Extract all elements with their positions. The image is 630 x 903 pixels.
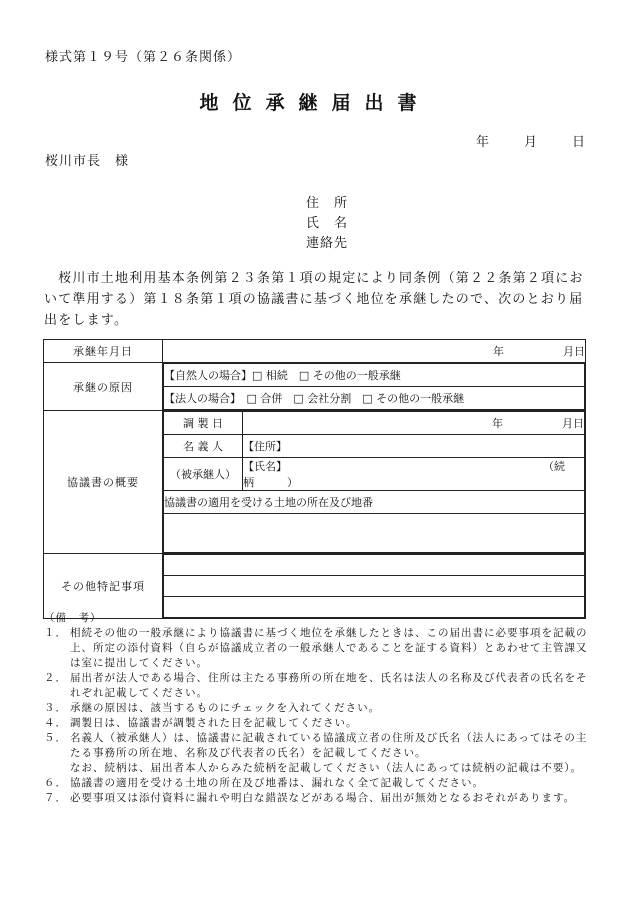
- cause-natural-option[interactable]: 【自然人の場合】□ 相続 □ その他の一般承継: [164, 364, 585, 387]
- applicant-name-label: 氏 名: [306, 216, 349, 231]
- notification-table: [43, 339, 586, 619]
- date-month: 月: [562, 417, 573, 430]
- land-location-field[interactable]: [164, 514, 585, 553]
- other-line-1[interactable]: [164, 555, 585, 576]
- note-item: ３． 承継の原因は、該当するものにチェックを入れてください。: [44, 702, 381, 714]
- date-month: 月: [563, 345, 574, 358]
- form-number: 様式第１９号（第２６条関係）: [45, 50, 242, 65]
- succession-date-label: 承継年月日: [44, 340, 163, 363]
- notes-header: （備 考）: [44, 612, 102, 624]
- other-label: その他特記事項: [44, 554, 163, 619]
- date-year: 年: [476, 135, 490, 150]
- summary-label: 協議書の概要: [44, 411, 163, 554]
- date-day: 日: [574, 345, 585, 358]
- note-item: ４． 調製日は、協議書が調製された日を記載してください。: [44, 717, 358, 729]
- other-field[interactable]: [163, 554, 586, 619]
- prep-date-field[interactable]: [243, 412, 585, 435]
- other-row: [44, 554, 586, 619]
- note-item: ５． 名義人（被承継人）は、協議書に記載されている協議成立者の住所及び氏名（法人にあってはその主たる事務所の所在地、名称及び代表者の氏名）を記載してください。: [44, 732, 588, 759]
- note-item: １． 相続その他の一般承継により協議書に基づく地位を承継したときは、この届出書に必要事項を記載の上、所定の添付資料（自らが協議成立者の一般承継人であることを証する資料）とあわせて主管課又は室に提出してください。: [44, 627, 588, 669]
- nominee-address-field[interactable]: 【住所】: [243, 435, 585, 458]
- cause-label: 承継の原因: [44, 363, 163, 411]
- succession-date-field[interactable]: [163, 340, 586, 363]
- body-text: 桜川市土地利用基本条例第２３条第１項の規定により同条例（第２２条第２項において準用する）第１８条第１項の協議書に基づく地位を承継したので、次のとおり届出をします。: [44, 271, 584, 328]
- cause-row: [44, 363, 586, 411]
- date-month: 月: [524, 135, 538, 150]
- name-field-label: 【氏名】: [243, 460, 287, 473]
- nominee-label: 名 義 人: [164, 435, 243, 458]
- note-item: ７． 必要事項又は添付資料に漏れや明白な錯誤などがある場合、届出が無効となるおそれがあります。: [44, 792, 576, 804]
- land-location-label: 協議書の適用を受ける土地の所在及び地番: [164, 491, 585, 514]
- notes-section: [44, 611, 589, 806]
- date-year: 年: [493, 345, 504, 358]
- note-item: ６． 協議書の適用を受ける土地の所在及び地番は、漏れなく全て記載してください。: [44, 777, 484, 789]
- submission-date: [476, 131, 585, 150]
- date-day: 日: [573, 417, 584, 430]
- note-item: なお、続柄は、届出者本人からみた続柄を記載してください（法人にあっては続柄の記載は不要）。: [70, 762, 583, 774]
- date-day: 日: [572, 135, 586, 150]
- succession-date-row: [44, 340, 586, 363]
- applicant-address-label: 住 所: [306, 196, 349, 211]
- applicant-contact-label: 連絡先: [306, 236, 349, 251]
- relation-label: （続柄 ）: [243, 460, 565, 489]
- summary-row: [44, 411, 586, 554]
- prep-date-label: 調 製 日: [164, 412, 243, 435]
- cause-corporate-option[interactable]: 【法人の場合】 □ 合併 □ 会社分割 □ その他の一般承継: [164, 387, 585, 410]
- document-title: 地位承継届出書: [199, 92, 431, 114]
- date-year: 年: [492, 417, 503, 430]
- nominee-name-field[interactable]: [243, 458, 585, 491]
- addressee: 桜川市長 様: [45, 154, 130, 169]
- other-line-2[interactable]: [164, 576, 585, 597]
- note-item: ２． 届出者が法人である場合、住所は主たる事務所の所在地を、氏名は法人の名称及び代表者の氏名をそれぞれ記載してください。: [44, 672, 588, 699]
- nominee-sub-label: （被承継人）: [164, 458, 243, 491]
